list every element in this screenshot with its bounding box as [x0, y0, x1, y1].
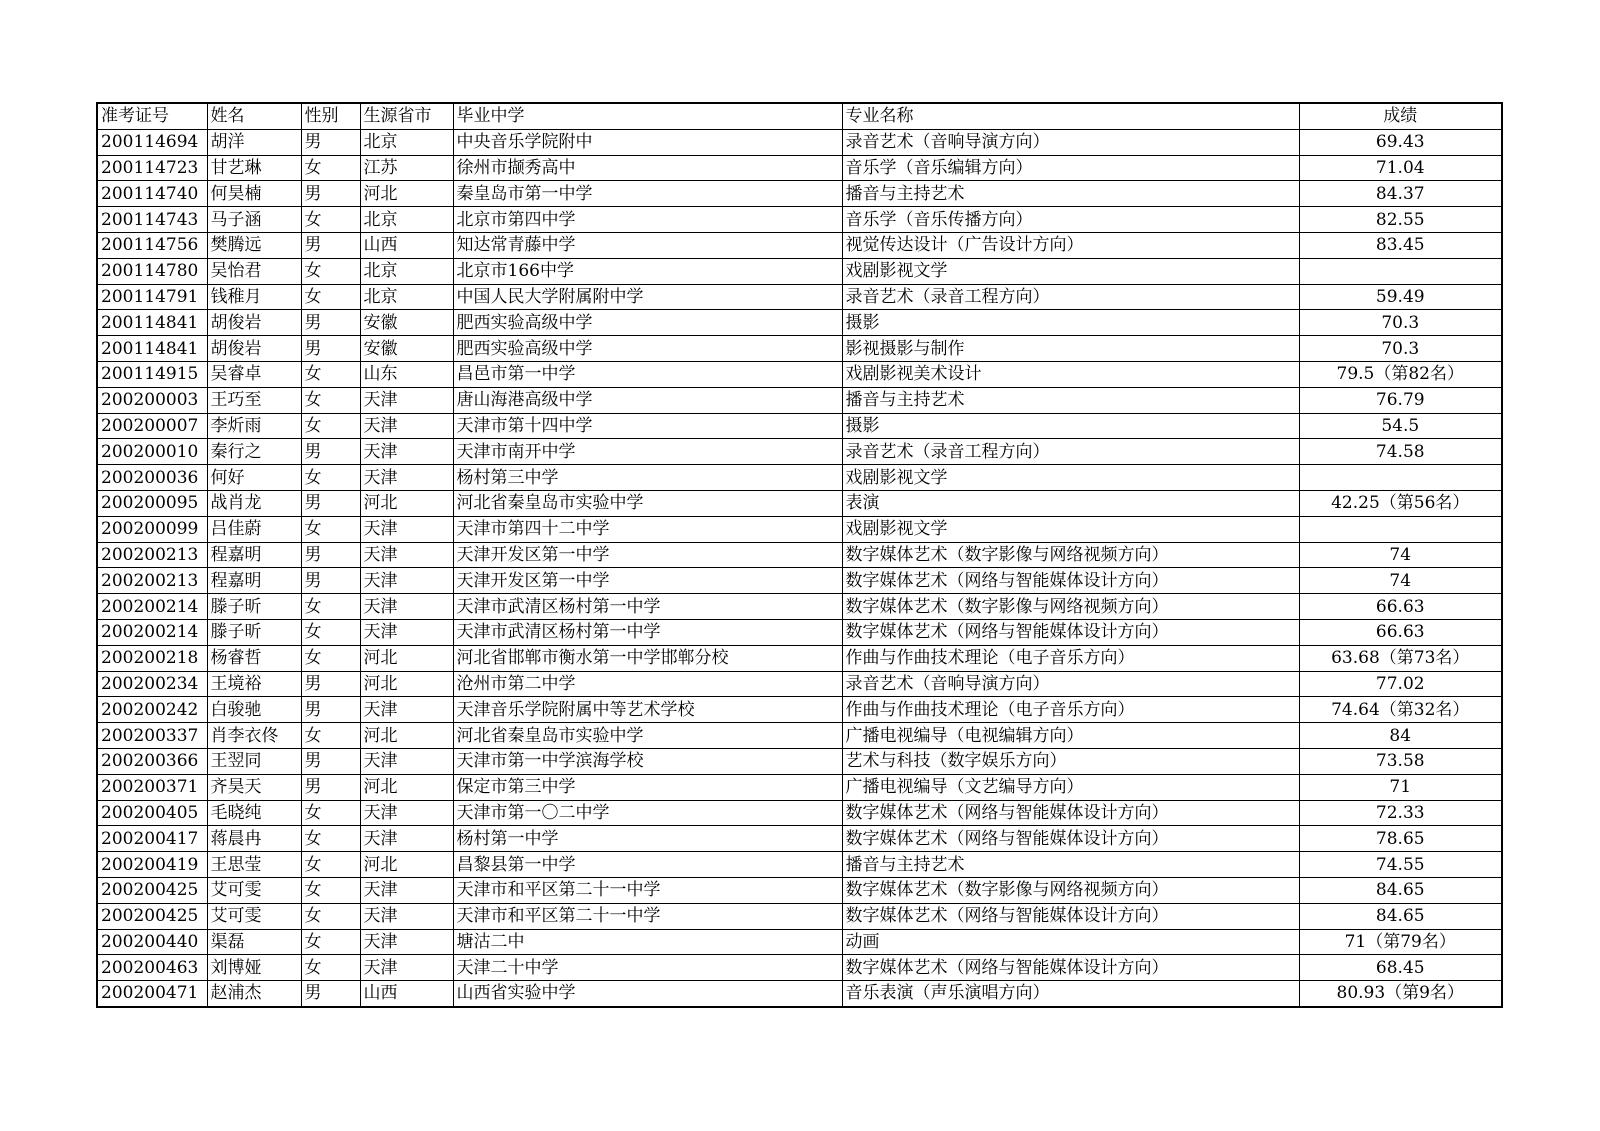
table-row [97, 697, 1502, 723]
table-row [97, 258, 1502, 284]
major-cell: 作曲与作曲技术理论（电子音乐方向） [842, 645, 1299, 671]
school-cell: 中央音乐学院附中 [453, 129, 842, 155]
major-cell: 数字媒体艺术（数字影像与网络视频方向） [842, 594, 1299, 620]
name-cell: 蒋晨冉 [207, 826, 301, 852]
school-cell: 河北省秦皇岛市实验中学 [453, 723, 842, 749]
score-cell: 54.5 [1299, 413, 1502, 439]
exam-id-cell: 200200463 [97, 955, 207, 981]
table-row [97, 232, 1502, 258]
name-cell: 胡俊岩 [207, 310, 301, 336]
gender-cell: 女 [301, 800, 360, 826]
major-cell: 数字媒体艺术（数字影像与网络视频方向） [842, 877, 1299, 903]
table-row [97, 284, 1502, 310]
table-row [97, 336, 1502, 362]
header-major: 专业名称 [842, 103, 1299, 129]
name-cell: 何昊楠 [207, 181, 301, 207]
gender-cell: 女 [301, 516, 360, 542]
gender-cell: 男 [301, 748, 360, 774]
exam-id-cell: 200200425 [97, 877, 207, 903]
table-row [97, 413, 1502, 439]
table-header-row [97, 103, 1502, 129]
major-cell: 播音与主持艺术 [842, 852, 1299, 878]
province-cell: 天津 [360, 465, 453, 491]
name-cell: 何好 [207, 465, 301, 491]
exam-id-cell: 200200337 [97, 723, 207, 749]
exam-id-cell: 200200214 [97, 619, 207, 645]
school-cell: 山西省实验中学 [453, 981, 842, 1007]
name-cell: 王思莹 [207, 852, 301, 878]
score-cell: 70.3 [1299, 310, 1502, 336]
name-cell: 毛晓纯 [207, 800, 301, 826]
table-row [97, 645, 1502, 671]
school-cell: 天津市第一中学滨海学校 [453, 748, 842, 774]
score-cell: 77.02 [1299, 671, 1502, 697]
table-row [97, 852, 1502, 878]
school-cell: 天津二十中学 [453, 955, 842, 981]
exam-id-cell: 200200099 [97, 516, 207, 542]
score-cell [1299, 516, 1502, 542]
school-cell: 肥西实验高级中学 [453, 310, 842, 336]
school-cell: 北京市第四中学 [453, 207, 842, 233]
table-row [97, 748, 1502, 774]
name-cell: 滕子昕 [207, 594, 301, 620]
exam-id-cell: 200200036 [97, 465, 207, 491]
score-cell: 79.5（第82名） [1299, 361, 1502, 387]
name-cell: 赵浦杰 [207, 981, 301, 1007]
province-cell: 河北 [360, 852, 453, 878]
school-cell: 知达常青藤中学 [453, 232, 842, 258]
school-cell: 杨村第三中学 [453, 465, 842, 491]
major-cell: 戏剧影视文学 [842, 516, 1299, 542]
major-cell: 音乐表演（声乐演唱方向） [842, 981, 1299, 1007]
score-cell: 71 [1299, 774, 1502, 800]
major-cell: 数字媒体艺术（网络与智能媒体设计方向） [842, 568, 1299, 594]
exam-id-cell: 200200213 [97, 568, 207, 594]
province-cell: 河北 [360, 723, 453, 749]
exam-id-cell: 200200419 [97, 852, 207, 878]
table-row [97, 516, 1502, 542]
school-cell: 保定市第三中学 [453, 774, 842, 800]
table-row [97, 800, 1502, 826]
province-cell: 天津 [360, 542, 453, 568]
gender-cell: 男 [301, 490, 360, 516]
table-row [97, 619, 1502, 645]
name-cell: 程嘉明 [207, 542, 301, 568]
score-cell: 72.33 [1299, 800, 1502, 826]
province-cell: 安徽 [360, 310, 453, 336]
table-row [97, 826, 1502, 852]
gender-cell: 男 [301, 542, 360, 568]
gender-cell: 男 [301, 310, 360, 336]
exam-id-cell: 200114723 [97, 155, 207, 181]
school-cell: 河北省邯郸市衡水第一中学邯郸分校 [453, 645, 842, 671]
school-cell: 天津市第四十二中学 [453, 516, 842, 542]
exam-id-cell: 200114694 [97, 129, 207, 155]
score-cell: 80.93（第9名） [1299, 981, 1502, 1007]
school-cell: 昌黎县第一中学 [453, 852, 842, 878]
table-row [97, 361, 1502, 387]
gender-cell: 男 [301, 697, 360, 723]
school-cell: 唐山海港高级中学 [453, 387, 842, 413]
province-cell: 河北 [360, 671, 453, 697]
major-cell: 表演 [842, 490, 1299, 516]
exam-id-cell: 200114756 [97, 232, 207, 258]
province-cell: 天津 [360, 619, 453, 645]
name-cell: 胡洋 [207, 129, 301, 155]
name-cell: 吴怡君 [207, 258, 301, 284]
score-cell: 84.65 [1299, 877, 1502, 903]
province-cell: 北京 [360, 207, 453, 233]
table-row [97, 903, 1502, 929]
exam-id-cell: 200200417 [97, 826, 207, 852]
table-body [97, 129, 1502, 1007]
gender-cell: 女 [301, 465, 360, 491]
school-cell: 天津市南开中学 [453, 439, 842, 465]
gender-cell: 女 [301, 361, 360, 387]
table-row [97, 207, 1502, 233]
province-cell: 天津 [360, 955, 453, 981]
name-cell: 白骏驰 [207, 697, 301, 723]
province-cell: 天津 [360, 903, 453, 929]
school-cell: 天津音乐学院附属中等艺术学校 [453, 697, 842, 723]
exam-id-cell: 200200471 [97, 981, 207, 1007]
exam-id-cell: 200200218 [97, 645, 207, 671]
header-province: 生源省市 [360, 103, 453, 129]
score-cell: 69.43 [1299, 129, 1502, 155]
score-cell: 84.37 [1299, 181, 1502, 207]
province-cell: 天津 [360, 826, 453, 852]
header-gender: 性别 [301, 103, 360, 129]
table-row [97, 774, 1502, 800]
table-row [97, 387, 1502, 413]
major-cell: 视觉传达设计（广告设计方向） [842, 232, 1299, 258]
gender-cell: 女 [301, 413, 360, 439]
score-cell: 63.68（第73名） [1299, 645, 1502, 671]
major-cell: 数字媒体艺术（网络与智能媒体设计方向） [842, 955, 1299, 981]
school-cell: 天津市和平区第二十一中学 [453, 877, 842, 903]
province-cell: 天津 [360, 697, 453, 723]
name-cell: 胡俊岩 [207, 336, 301, 362]
province-cell: 天津 [360, 439, 453, 465]
score-cell: 42.25（第56名） [1299, 490, 1502, 516]
table-row [97, 981, 1502, 1007]
province-cell: 天津 [360, 748, 453, 774]
province-cell: 河北 [360, 181, 453, 207]
major-cell: 播音与主持艺术 [842, 387, 1299, 413]
exam-id-cell: 200200440 [97, 929, 207, 955]
province-cell: 天津 [360, 516, 453, 542]
name-cell: 杨睿哲 [207, 645, 301, 671]
name-cell: 程嘉明 [207, 568, 301, 594]
major-cell: 音乐学（音乐传播方向） [842, 207, 1299, 233]
major-cell: 摄影 [842, 310, 1299, 336]
gender-cell: 女 [301, 594, 360, 620]
gender-cell: 女 [301, 619, 360, 645]
exam-id-cell: 200114743 [97, 207, 207, 233]
school-cell: 天津市武清区杨村第一中学 [453, 594, 842, 620]
major-cell: 音乐学（音乐编辑方向） [842, 155, 1299, 181]
school-cell: 昌邑市第一中学 [453, 361, 842, 387]
major-cell: 动画 [842, 929, 1299, 955]
name-cell: 吴睿卓 [207, 361, 301, 387]
province-cell: 山西 [360, 232, 453, 258]
gender-cell: 女 [301, 955, 360, 981]
major-cell: 戏剧影视文学 [842, 258, 1299, 284]
exam-id-cell: 200200371 [97, 774, 207, 800]
header-school: 毕业中学 [453, 103, 842, 129]
gender-cell: 男 [301, 232, 360, 258]
score-cell: 59.49 [1299, 284, 1502, 310]
gender-cell: 女 [301, 258, 360, 284]
province-cell: 河北 [360, 490, 453, 516]
header-name: 姓名 [207, 103, 301, 129]
name-cell: 刘博娅 [207, 955, 301, 981]
school-cell: 徐州市撷秀高中 [453, 155, 842, 181]
name-cell: 马子涵 [207, 207, 301, 233]
exam-id-cell: 200200010 [97, 439, 207, 465]
score-cell: 84 [1299, 723, 1502, 749]
score-cell: 74 [1299, 568, 1502, 594]
gender-cell: 女 [301, 903, 360, 929]
gender-cell: 女 [301, 387, 360, 413]
gender-cell: 女 [301, 852, 360, 878]
table-row [97, 155, 1502, 181]
school-cell: 天津市武清区杨村第一中学 [453, 619, 842, 645]
gender-cell: 女 [301, 284, 360, 310]
gender-cell: 男 [301, 439, 360, 465]
name-cell: 肖李衣佟 [207, 723, 301, 749]
table-row [97, 490, 1502, 516]
exam-id-cell: 200114780 [97, 258, 207, 284]
table-row [97, 877, 1502, 903]
exam-id-cell: 200200366 [97, 748, 207, 774]
major-cell: 数字媒体艺术（数字影像与网络视频方向） [842, 542, 1299, 568]
province-cell: 河北 [360, 645, 453, 671]
exam-id-cell: 200200003 [97, 387, 207, 413]
school-cell: 杨村第一中学 [453, 826, 842, 852]
score-cell [1299, 258, 1502, 284]
province-cell: 北京 [360, 129, 453, 155]
score-cell: 76.79 [1299, 387, 1502, 413]
school-cell: 天津市第十四中学 [453, 413, 842, 439]
major-cell: 数字媒体艺术（网络与智能媒体设计方向） [842, 903, 1299, 929]
table-row [97, 671, 1502, 697]
name-cell: 秦行之 [207, 439, 301, 465]
province-cell: 天津 [360, 568, 453, 594]
table-row [97, 181, 1502, 207]
school-cell: 肥西实验高级中学 [453, 336, 842, 362]
score-cell: 73.58 [1299, 748, 1502, 774]
province-cell: 安徽 [360, 336, 453, 362]
province-cell: 天津 [360, 594, 453, 620]
name-cell: 王境裕 [207, 671, 301, 697]
name-cell: 渠磊 [207, 929, 301, 955]
score-cell: 78.65 [1299, 826, 1502, 852]
exam-id-cell: 200200214 [97, 594, 207, 620]
major-cell: 录音艺术（音响导演方向） [842, 129, 1299, 155]
score-cell [1299, 465, 1502, 491]
gender-cell: 女 [301, 155, 360, 181]
province-cell: 北京 [360, 284, 453, 310]
table-row [97, 310, 1502, 336]
exam-id-cell: 200114915 [97, 361, 207, 387]
exam-id-cell: 200200007 [97, 413, 207, 439]
score-cell: 70.3 [1299, 336, 1502, 362]
table-row [97, 439, 1502, 465]
name-cell: 艾可雯 [207, 877, 301, 903]
province-cell: 河北 [360, 774, 453, 800]
school-cell: 秦皇岛市第一中学 [453, 181, 842, 207]
major-cell: 戏剧影视美术设计 [842, 361, 1299, 387]
exam-id-cell: 200200405 [97, 800, 207, 826]
exam-id-cell: 200200234 [97, 671, 207, 697]
major-cell: 艺术与科技（数字娱乐方向） [842, 748, 1299, 774]
score-cell: 82.55 [1299, 207, 1502, 233]
name-cell: 战肖龙 [207, 490, 301, 516]
major-cell: 录音艺术（音响导演方向） [842, 671, 1299, 697]
exam-id-cell: 200114791 [97, 284, 207, 310]
table-row [97, 955, 1502, 981]
school-cell: 河北省秦皇岛市实验中学 [453, 490, 842, 516]
exam-id-cell: 200200213 [97, 542, 207, 568]
school-cell: 天津开发区第一中学 [453, 542, 842, 568]
school-cell: 天津开发区第一中学 [453, 568, 842, 594]
major-cell: 戏剧影视文学 [842, 465, 1299, 491]
gender-cell: 女 [301, 207, 360, 233]
school-cell: 塘沽二中 [453, 929, 842, 955]
school-cell: 沧州市第二中学 [453, 671, 842, 697]
name-cell: 王巧至 [207, 387, 301, 413]
gender-cell: 女 [301, 723, 360, 749]
province-cell: 天津 [360, 877, 453, 903]
province-cell: 天津 [360, 929, 453, 955]
gender-cell: 女 [301, 877, 360, 903]
table-row [97, 929, 1502, 955]
province-cell: 天津 [360, 800, 453, 826]
major-cell: 数字媒体艺术（网络与智能媒体设计方向） [842, 619, 1299, 645]
gender-cell: 男 [301, 981, 360, 1007]
exam-id-cell: 200200425 [97, 903, 207, 929]
name-cell: 李炘雨 [207, 413, 301, 439]
gender-cell: 男 [301, 129, 360, 155]
exam-id-cell: 200114841 [97, 310, 207, 336]
gender-cell: 女 [301, 645, 360, 671]
name-cell: 齐昊天 [207, 774, 301, 800]
school-cell: 中国人民大学附属附中学 [453, 284, 842, 310]
score-cell: 74.64（第32名） [1299, 697, 1502, 723]
table-row [97, 723, 1502, 749]
major-cell: 录音艺术（录音工程方向） [842, 284, 1299, 310]
score-cell: 74.58 [1299, 439, 1502, 465]
gender-cell: 男 [301, 181, 360, 207]
major-cell: 摄影 [842, 413, 1299, 439]
school-cell: 天津市第一〇二中学 [453, 800, 842, 826]
province-cell: 天津 [360, 387, 453, 413]
name-cell: 王翌同 [207, 748, 301, 774]
header-exam-id: 准考证号 [97, 103, 207, 129]
province-cell: 北京 [360, 258, 453, 284]
table-row [97, 568, 1502, 594]
table-row [97, 465, 1502, 491]
major-cell: 数字媒体艺术（网络与智能媒体设计方向） [842, 800, 1299, 826]
name-cell: 钱稚月 [207, 284, 301, 310]
score-sheet [96, 102, 1501, 1008]
school-cell: 天津市和平区第二十一中学 [453, 903, 842, 929]
score-cell: 74.55 [1299, 852, 1502, 878]
score-cell: 71（第79名） [1299, 929, 1502, 955]
name-cell: 艾可雯 [207, 903, 301, 929]
name-cell: 甘艺琳 [207, 155, 301, 181]
gender-cell: 女 [301, 929, 360, 955]
province-cell: 山东 [360, 361, 453, 387]
exam-id-cell: 200200242 [97, 697, 207, 723]
score-cell: 68.45 [1299, 955, 1502, 981]
score-cell: 74 [1299, 542, 1502, 568]
header-score: 成绩 [1299, 103, 1502, 129]
school-cell: 北京市166中学 [453, 258, 842, 284]
gender-cell: 男 [301, 671, 360, 697]
major-cell: 录音艺术（录音工程方向） [842, 439, 1299, 465]
major-cell: 作曲与作曲技术理论（电子音乐方向） [842, 697, 1299, 723]
major-cell: 广播电视编导（电视编辑方向） [842, 723, 1299, 749]
score-cell: 71.04 [1299, 155, 1502, 181]
province-cell: 天津 [360, 413, 453, 439]
score-cell: 66.63 [1299, 619, 1502, 645]
score-cell: 66.63 [1299, 594, 1502, 620]
gender-cell: 男 [301, 774, 360, 800]
gender-cell: 女 [301, 826, 360, 852]
exam-id-cell: 200114740 [97, 181, 207, 207]
major-cell: 播音与主持艺术 [842, 181, 1299, 207]
name-cell: 滕子昕 [207, 619, 301, 645]
score-cell: 83.45 [1299, 232, 1502, 258]
major-cell: 广播电视编导（文艺编导方向） [842, 774, 1299, 800]
table-row [97, 542, 1502, 568]
score-cell: 84.65 [1299, 903, 1502, 929]
gender-cell: 男 [301, 336, 360, 362]
exam-id-cell: 200114841 [97, 336, 207, 362]
table-row [97, 129, 1502, 155]
exam-id-cell: 200200095 [97, 490, 207, 516]
gender-cell: 男 [301, 568, 360, 594]
major-cell: 影视摄影与制作 [842, 336, 1299, 362]
table-row [97, 594, 1502, 620]
province-cell: 江苏 [360, 155, 453, 181]
major-cell: 数字媒体艺术（网络与智能媒体设计方向） [842, 826, 1299, 852]
name-cell: 樊腾远 [207, 232, 301, 258]
score-table [96, 102, 1503, 1008]
province-cell: 山西 [360, 981, 453, 1007]
name-cell: 吕佳蔚 [207, 516, 301, 542]
